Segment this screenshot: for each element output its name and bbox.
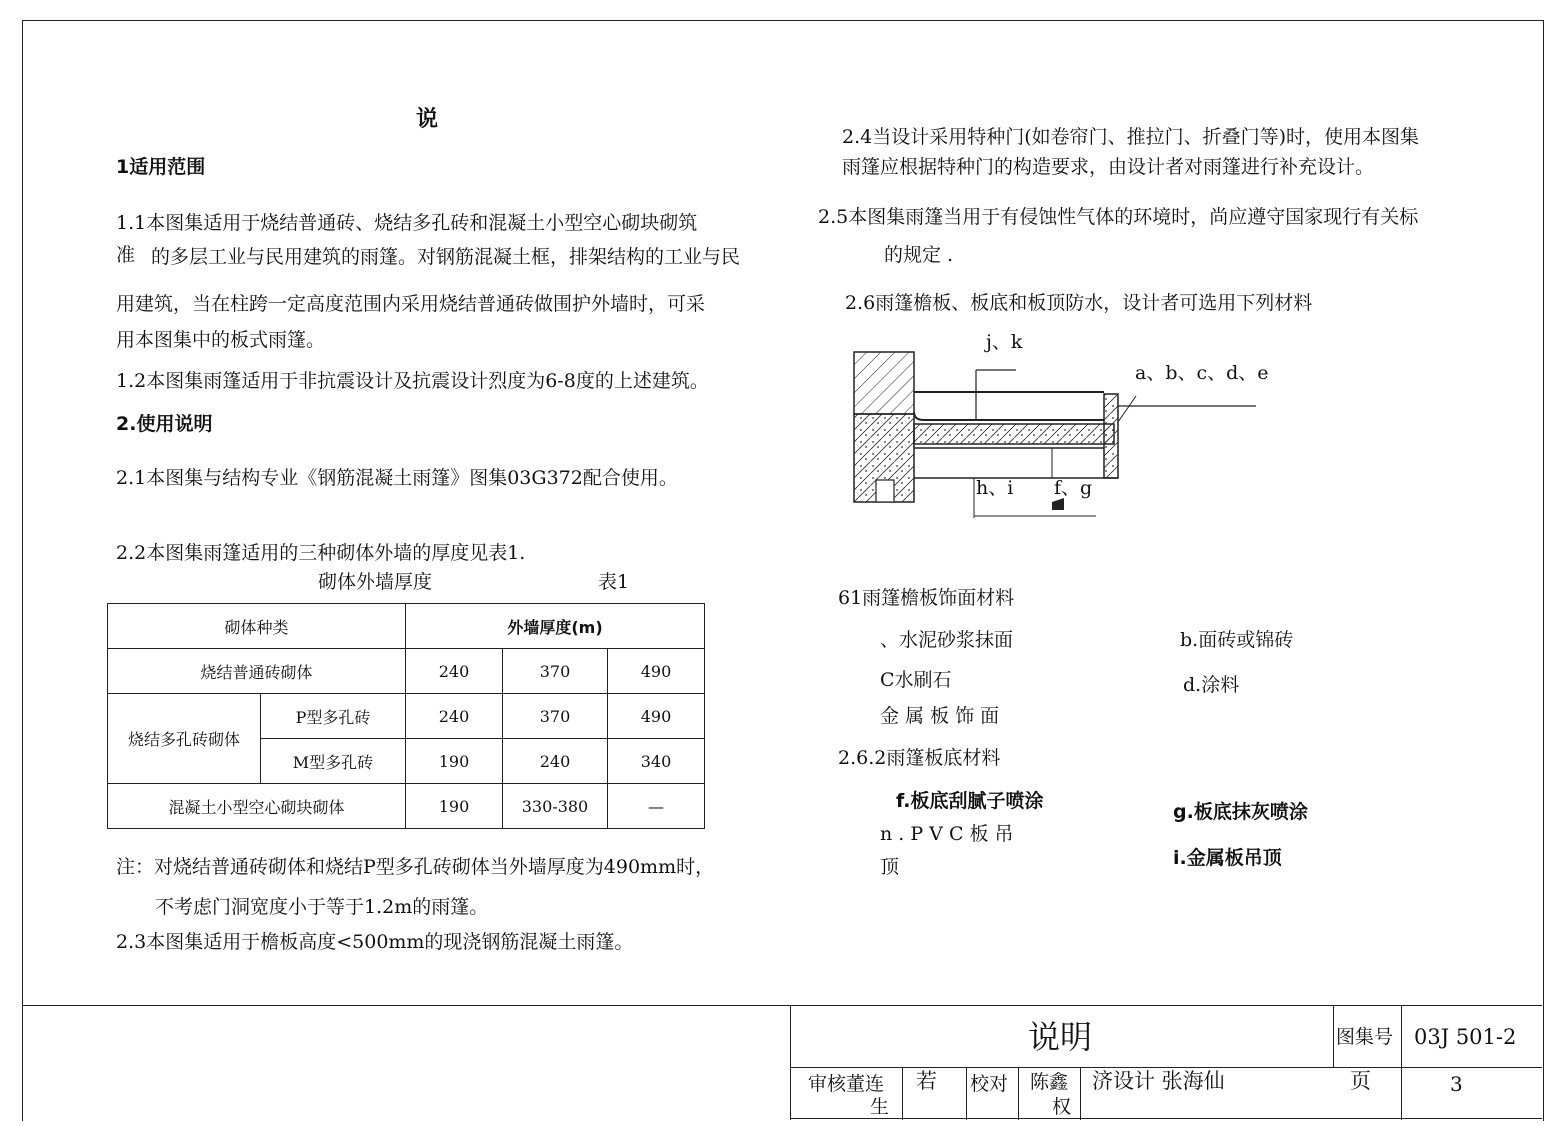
table-cell: —: [608, 784, 705, 829]
note-line-1: 注：对烧结普通砖砌体和烧结P型多孔砖砌体当外墙厚度为490mm时，: [116, 856, 715, 878]
para-2-3: 2.3本图集适用于檐板高度<500mm的现浇钢筋混凝土雨篷。: [116, 931, 634, 953]
table-cell: 混凝土小型空心砌块砌体: [108, 784, 406, 829]
diagram-label-ae: a、b、c、d、e: [1135, 362, 1269, 384]
para-1-1-word: 准: [116, 244, 136, 266]
atlas-number: 03J 501-2: [1414, 1025, 1517, 1049]
material-h: n . P V C 板 吊: [880, 823, 1014, 845]
section-2-6-1: 61雨篷檐板饰面材料: [838, 587, 1015, 609]
material-a: 、水泥砂浆抹面: [880, 629, 1014, 651]
table-cell: 490: [608, 649, 705, 694]
para-2-5-cont: 的规定 .: [884, 244, 954, 266]
drawing-frame: [22, 20, 1544, 1121]
table-cell: 240: [406, 649, 503, 694]
review-label: 审核董连: [808, 1073, 885, 1095]
table-cell: 190: [406, 784, 503, 829]
table-cell: P型多孔砖: [261, 694, 406, 739]
page-number: 3: [1450, 1072, 1463, 1096]
material-d: d.涂料: [1183, 674, 1240, 696]
table-cell: 340: [608, 739, 705, 784]
check-label: 校对: [970, 1073, 1009, 1095]
page-label: 页: [1350, 1069, 1371, 1093]
table-cell: 370: [503, 649, 608, 694]
table-number: 表1: [598, 571, 630, 593]
material-f: f.板底刮腻子喷涂: [896, 790, 1044, 812]
para-1-1: 1.1本图集适用于烧结普通砖、烧结多孔砖和混凝土小型空心砌块砌筑: [116, 212, 698, 234]
table-header-thickness: 外墙厚度(m): [406, 604, 705, 649]
designer: 济设计 张海仙: [1092, 1069, 1225, 1093]
titleblock-title: 说明: [1028, 1018, 1093, 1056]
material-b: b.面砖或锦砖: [1180, 629, 1294, 651]
material-h-cont: 顶: [880, 856, 900, 878]
table-cell: 490: [608, 694, 705, 739]
table-cell: 烧结普通砖砌体: [108, 649, 406, 694]
material-i: i.金属板吊顶: [1173, 847, 1282, 869]
section-heading-usage: 2.使用说明: [116, 413, 213, 435]
review-label-cont: 生: [870, 1096, 890, 1118]
diagram-label-jk: j、k: [986, 331, 1023, 353]
para-2-6: 2.6雨篷檐板、板底和板顶防水，设计者可选用下列材料: [845, 292, 1313, 314]
table-header-type: 砌体种类: [108, 604, 406, 649]
checker-name-cont: 权: [1052, 1096, 1072, 1118]
section-heading-scope: 1适用范围: [116, 156, 206, 178]
para-2-5: 2.5本图集雨篷当用于有侵蚀性气体的环境时，尚应遵守国家现行有关标: [818, 206, 1419, 228]
table-cell: 370: [503, 694, 608, 739]
table-caption: 砌体外墙厚度: [318, 571, 433, 593]
note-line-2: 不考虑门洞宽度小于等于1.2m的雨篷。: [155, 896, 489, 918]
para-2-1: 2.1本图集与结构专业《钢筋混凝土雨篷》图集03G372配合使用。: [116, 467, 678, 489]
para-2-4-cont: 雨篷应根据特种门的构造要求，由设计者对雨篷进行补充设计。: [842, 156, 1375, 178]
table-cell: 190: [406, 739, 503, 784]
para-1-1-cont2: 用建筑，当在柱跨一定高度范围内采用烧结普通砖做围护外墙时，可采: [116, 293, 706, 315]
titleblock: [790, 1005, 1542, 1120]
table-cell: 330-380: [503, 784, 608, 829]
para-1-1-cont3: 用本图集中的板式雨篷。: [116, 329, 326, 351]
material-e: 金 属 板 饰 面: [880, 705, 1000, 727]
table-cell: 240: [503, 739, 608, 784]
material-g: g.板底抹灰喷涂: [1173, 801, 1308, 823]
diagram-label-fg: f、g: [1054, 477, 1093, 499]
table-cell: 240: [406, 694, 503, 739]
table-cell: M型多孔砖: [261, 739, 406, 784]
diagram-label-hi: h、i: [976, 477, 1014, 499]
page-title: 说: [416, 107, 439, 132]
checker-name: 陈鑫: [1030, 1071, 1069, 1093]
section-2-6-2: 2.6.2雨篷板底材料: [838, 747, 1001, 769]
review-signature: 若: [916, 1069, 937, 1093]
para-1-1-cont: 的多层工业与民用建筑的雨篷。对钢筋混凝土框，排架结构的工业与民: [151, 246, 741, 268]
table-cell: 烧结多孔砖砌体: [108, 694, 261, 784]
para-2-4: 2.4当设计采用特种门(如卷帘门、推拉门、折叠门等)时，使用本图集: [842, 126, 1420, 148]
atlas-label: 图集号: [1336, 1026, 1394, 1048]
para-2-2: 2.2本图集雨篷适用的三种砌体外墙的厚度见表1.: [116, 542, 526, 564]
wall-thickness-table: [107, 603, 705, 829]
material-c: C水刷石: [880, 669, 952, 691]
para-1-2: 1.2本图集雨篷适用于非抗震设计及抗震设计烈度为6-8度的上述建筑。: [116, 370, 709, 392]
